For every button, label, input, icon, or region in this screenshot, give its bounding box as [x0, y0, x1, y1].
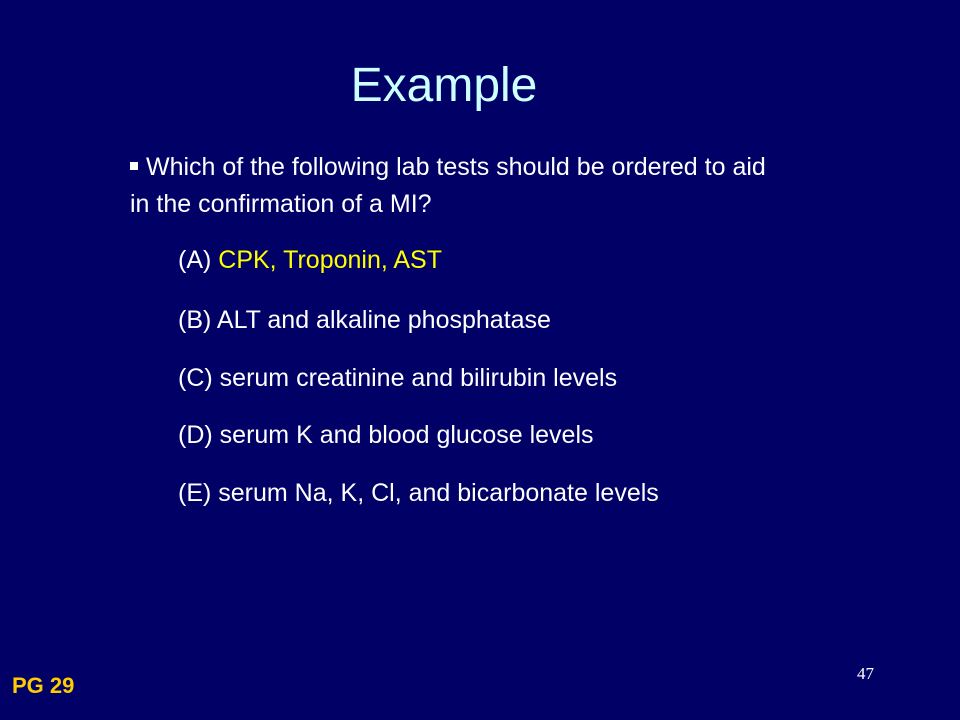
question-bullet [130, 149, 770, 223]
square-bullet-icon [130, 162, 138, 170]
option-b [178, 305, 551, 335]
option-text-answer: CPK, Troponin, AST [218, 246, 442, 274]
option-e [178, 478, 659, 508]
page-reference-label: PG 29 [12, 673, 75, 698]
option-text: serum Na, K, Cl, and bicarbonate levels [218, 479, 659, 507]
option-a [178, 245, 442, 275]
slide-title: Example [350, 59, 538, 112]
question-text: Which of the following lab tests should be ordered to aid in the confirmation of a MI? [130, 153, 766, 218]
option-text: serum creatinine and bilirubin levels [219, 364, 618, 392]
option-d [178, 420, 594, 450]
option-c [178, 363, 617, 393]
option-letter: (A) [178, 246, 212, 274]
option-letter: (C) [178, 364, 213, 392]
option-letter: (D) [178, 421, 213, 449]
slide-number: 47 [857, 664, 874, 683]
option-letter: (B) [178, 306, 212, 334]
option-text: serum K and blood glucose levels [219, 421, 594, 449]
option-letter: (E) [178, 479, 212, 507]
option-text: ALT and alkaline phosphatase [216, 306, 551, 334]
